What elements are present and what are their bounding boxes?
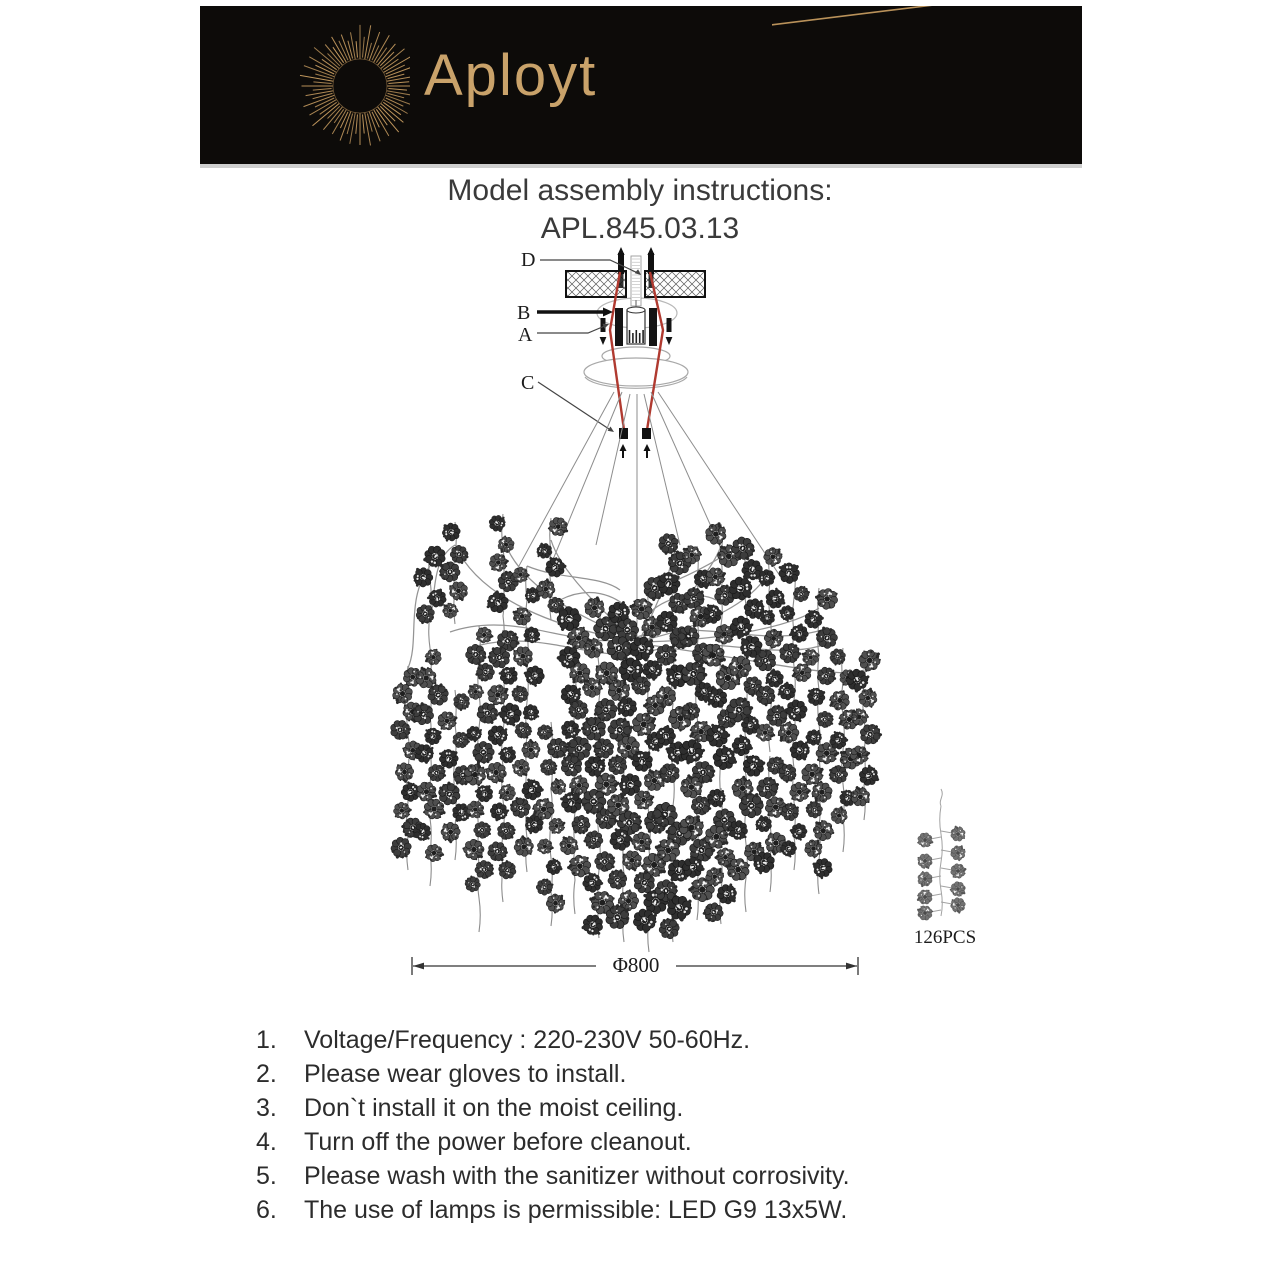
instruction-text: Please wear gloves to install. xyxy=(304,1059,627,1088)
callout-label-b: B xyxy=(517,302,531,324)
instruction-text: Voltage/Frequency : 220-230V 50-60Hz. xyxy=(304,1025,751,1054)
instruction-item xyxy=(256,1023,1086,1057)
instruction-number: 5. xyxy=(256,1161,277,1190)
instruction-item xyxy=(256,1125,1086,1159)
instruction-item xyxy=(256,1057,1086,1091)
instruction-text: Don`t install it on the moist ceiling. xyxy=(304,1093,684,1122)
instruction-text: Please wash with the sanitizer without corrosivity. xyxy=(304,1161,850,1190)
callout-label-d: D xyxy=(521,249,536,271)
instruction-item xyxy=(256,1159,1086,1193)
parts-count: 126PCS xyxy=(913,927,977,948)
instruction-number: 1. xyxy=(256,1025,277,1054)
diameter-dimension: Φ800 xyxy=(612,953,660,977)
instruction-number: 6. xyxy=(256,1195,277,1224)
callout-label-a: A xyxy=(518,324,533,346)
callout-label-c: C xyxy=(521,372,535,394)
instruction-number: 4. xyxy=(256,1127,277,1156)
model-number: APL.845.03.13 xyxy=(540,212,740,245)
instruction-number: 2. xyxy=(256,1059,277,1088)
instruction-item xyxy=(256,1193,1086,1227)
brand-name: Aployt xyxy=(424,43,598,108)
page-title: Model assembly instructions: xyxy=(447,174,833,207)
instruction-text: The use of lamps is permissible: LED G9 13x5W. xyxy=(304,1195,848,1224)
instruction-number: 3. xyxy=(256,1093,277,1122)
instruction-item xyxy=(256,1091,1086,1125)
instruction-text: Turn off the power before cleanout. xyxy=(304,1127,692,1156)
instruction-list xyxy=(256,1023,1086,1227)
